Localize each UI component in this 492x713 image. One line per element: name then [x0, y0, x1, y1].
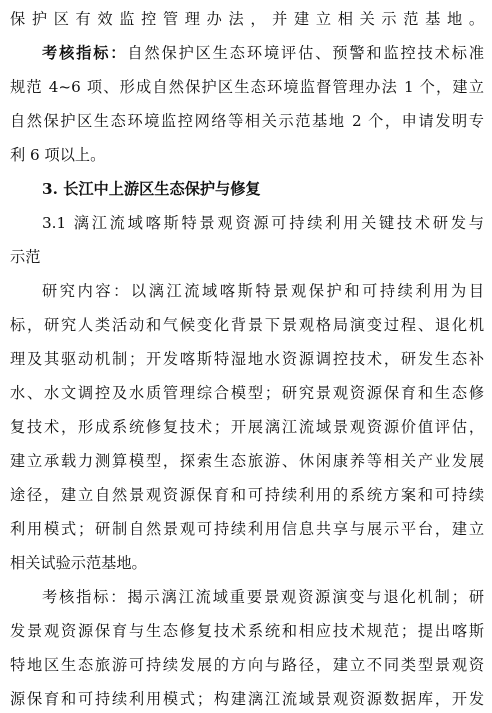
research-content-line-2: 标，研究人类活动和气候变化背景下景观格局演变过程、退化机: [10, 316, 484, 334]
paragraph-2-line-1: [42, 40, 484, 67]
research-content-line-4: 水、水文调控及水质管理综合模型；研究景观资源保育和生态修: [10, 384, 484, 402]
paragraph-1-line-1: 保护区有效监控管理办法，并建立相关示范基地。: [10, 10, 484, 28]
paragraph-2-line-3: 自然保护区生态环境监控网络等相关示范基地 2 个，申请发明专: [10, 112, 484, 130]
paragraph-2-line-2: 规范 4~6 项、形成自然保护区生态环境监督管理办法 1 个，建立: [10, 78, 484, 96]
assessment-2-line-4: 源保育和可持续利用模式；构建漓江流域景观资源数据库，开发: [10, 690, 484, 708]
research-content-line-8: 利用模式；研制自然景观可持续利用信息共享与展示平台，建立: [10, 520, 484, 538]
research-content-line-1: 研究内容：以漓江流域喀斯特景观保护和可持续利用为目: [42, 282, 484, 300]
subsection-3-1-line-2: 示范: [10, 248, 41, 266]
research-content-line-3: 理及其驱动机制；开发喀斯特湿地水资源调控技术，研发生态补: [10, 350, 484, 368]
assessment-2-line-1: 考核指标：揭示漓江流域重要景观资源演变与退化机制；研: [42, 588, 484, 606]
assessment-2-line-3: 特地区生态旅游可持续发展的方向与路径，建立不同类型景观资: [10, 656, 484, 674]
assessment-2-line-2: 发景观资源保育与生态修复技术系统和相应技术规范；提出喀斯: [10, 622, 484, 640]
research-content-line-9: 相关试验示范基地。: [10, 554, 147, 572]
section-3-heading: 3. 长江中上游区生态保护与修复: [42, 180, 261, 198]
paragraph-2-line-4: 利 6 项以上。: [10, 146, 106, 164]
assessment-text: 自然保护区生态环境评估、预警和监控技术标准: [127, 44, 484, 62]
research-content-line-6: 建立承载力测算模型，探索生态旅游、休闲康养等相关产业发展: [10, 452, 484, 470]
research-content-line-7: 途径，建立自然景观资源保育和可持续利用的系统方案和可持续: [10, 486, 484, 504]
assessment-label: 考核指标：: [42, 44, 128, 62]
subsection-3-1-line-1: 3.1 漓江流域喀斯特景观资源可持续利用关键技术研发与: [42, 214, 484, 232]
research-content-line-5: 复技术，形成系统修复技术；开展漓江流域景观资源价值评估，: [10, 418, 484, 436]
